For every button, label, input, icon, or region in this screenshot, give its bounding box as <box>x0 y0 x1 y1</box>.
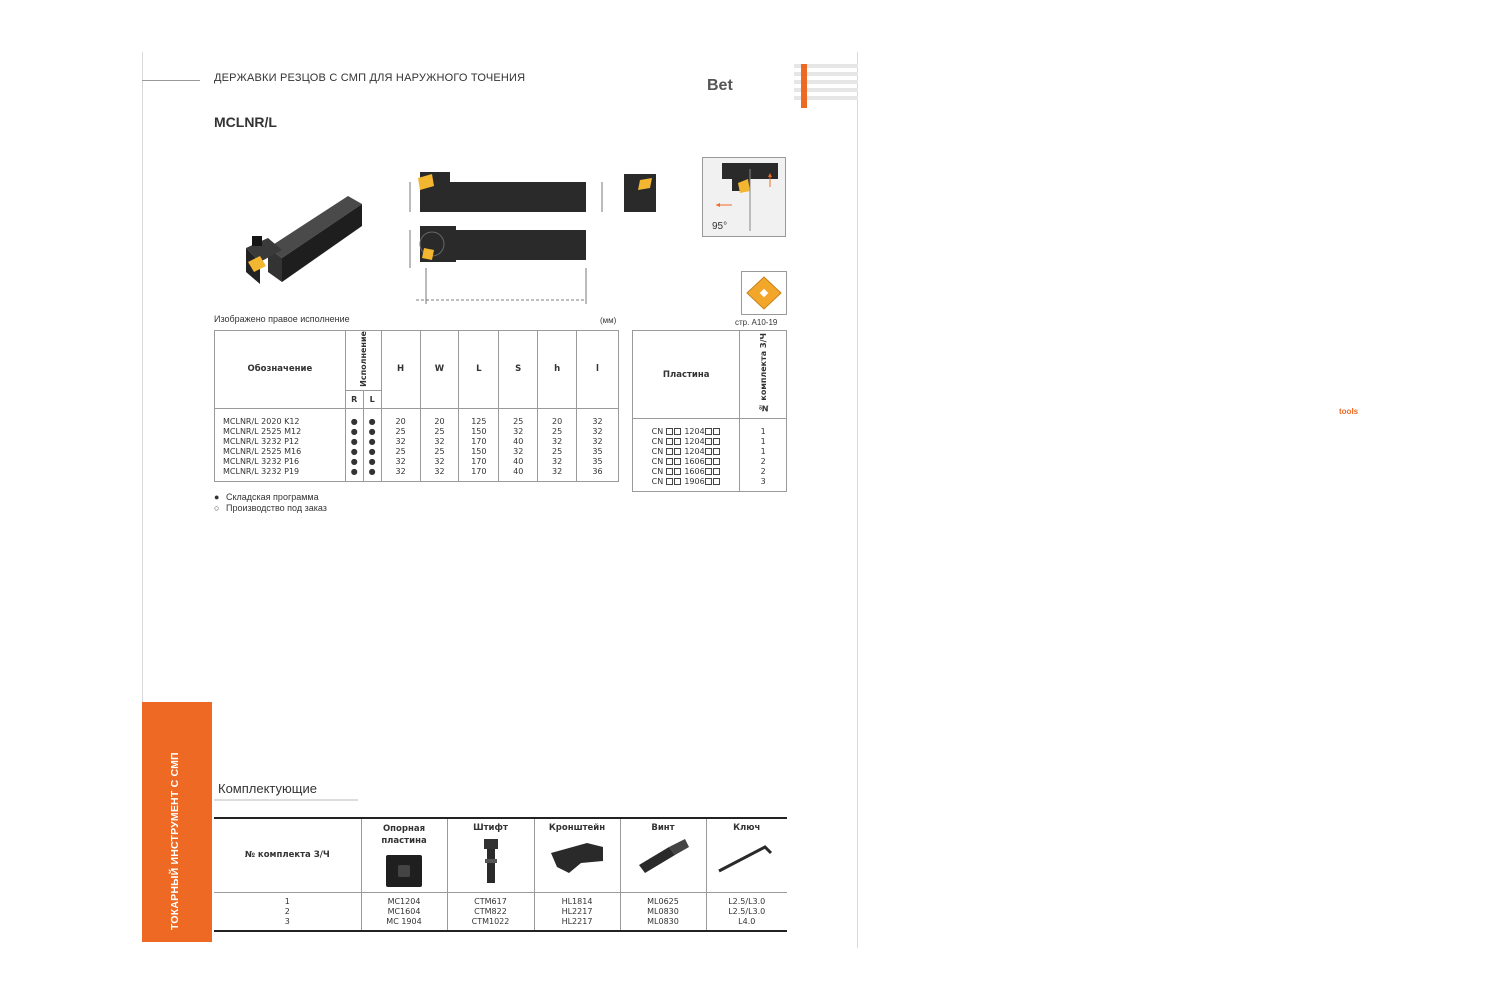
cell-L: 170 <box>459 437 499 447</box>
cell-l: ● <box>363 408 381 427</box>
legend-item-stock: ● Складская программа <box>214 492 319 502</box>
cell-l_small: 32 <box>577 408 619 427</box>
table-row <box>215 467 619 482</box>
cell-r: ● <box>345 447 363 457</box>
cell-name: MCLNR/L 3232 P12 <box>215 437 346 447</box>
cell-l_small: 32 <box>577 427 619 437</box>
acc-col-pin: Штифт <box>447 818 534 892</box>
legend-item-order: ○ Производство под заказ <box>214 503 327 513</box>
cell-key: L2.5/L3.0 <box>706 892 787 907</box>
table-row <box>633 467 787 477</box>
tool-end-view <box>620 170 660 214</box>
logo-text-tools: tools <box>1339 407 1359 416</box>
cell-insert: CN 1204 <box>633 437 740 447</box>
cell-H: 25 <box>381 447 420 457</box>
acc-col-bracket: Кронштейн <box>534 818 620 892</box>
cell-l_small: 36 <box>577 467 619 482</box>
cell-h: 20 <box>538 408 577 427</box>
logo-text-bet: Bet <box>707 77 733 94</box>
cell-h: 25 <box>538 447 577 457</box>
cell-l_small: 32 <box>577 437 619 447</box>
table-row <box>215 447 619 457</box>
col-insert: Пластина <box>633 331 740 419</box>
cell-H: 32 <box>381 437 420 447</box>
cell-name: MCLNR/L 2525 M16 <box>215 447 346 457</box>
cell-kit: 1 <box>740 447 787 457</box>
cell-bracket: HL2217 <box>534 907 620 917</box>
cell-kit: 3 <box>740 477 787 492</box>
cell-l: ● <box>363 447 381 457</box>
col-S: S <box>499 331 538 409</box>
table-row <box>633 447 787 457</box>
cell-name: MCLNR/L 3232 P16 <box>215 457 346 467</box>
page-frame-left <box>142 52 143 702</box>
cell-insert: CN 1606 <box>633 467 740 477</box>
tool-holder-drawing <box>398 158 613 310</box>
cell-insert: CN 1606 <box>633 457 740 467</box>
cell-W: 32 <box>420 437 459 447</box>
col-W: W <box>420 331 459 409</box>
caption-right-version: Изображено правое исполнение <box>214 314 350 324</box>
header-rule <box>142 80 200 81</box>
cell-kit: 2 <box>214 907 361 917</box>
cell-plate: MC1604 <box>361 907 447 917</box>
cell-S: 32 <box>499 447 538 457</box>
cell-insert: CN 1204 <box>633 419 740 438</box>
insert-shape-icon <box>741 271 787 315</box>
cell-S: 40 <box>499 437 538 447</box>
cell-L: 170 <box>459 467 499 482</box>
col-H: H <box>381 331 420 409</box>
table-row <box>215 457 619 467</box>
section-side-tab <box>142 702 212 942</box>
accessories-table <box>214 817 787 932</box>
model-title: MCLNR/L <box>214 114 277 130</box>
col-l-version: L <box>363 390 381 408</box>
cell-L: 150 <box>459 447 499 457</box>
cell-r: ● <box>345 457 363 467</box>
table-row <box>633 437 787 447</box>
col-h: h <box>538 331 577 409</box>
cell-l: ● <box>363 457 381 467</box>
cell-l_small: 35 <box>577 447 619 457</box>
cell-bracket: HL2217 <box>534 917 620 931</box>
support-plate-icon <box>382 851 426 891</box>
cell-S: 32 <box>499 427 538 437</box>
table-row <box>215 437 619 447</box>
cell-key: L4.0 <box>706 917 787 931</box>
cell-W: 25 <box>420 427 459 437</box>
cell-bracket: HL1814 <box>534 892 620 907</box>
cell-r: ● <box>345 467 363 482</box>
cell-l: ● <box>363 427 381 437</box>
accessories-title-rule <box>214 799 358 801</box>
insert-table <box>632 330 787 492</box>
cell-insert: CN 1906 <box>633 477 740 492</box>
col-version: Исполнение <box>345 331 381 391</box>
bracket-icon <box>547 837 607 877</box>
angle-label: 95° <box>712 221 728 232</box>
page-header-title: ДЕРЖАВКИ РЕЗЦОВ С СМП ДЛЯ НАРУЖНОГО ТОЧЕНИЯ <box>214 72 526 84</box>
cell-key: L2.5/L3.0 <box>706 907 787 917</box>
cell-S: 40 <box>499 457 538 467</box>
cell-kit: 3 <box>214 917 361 931</box>
cell-W: 25 <box>420 447 459 457</box>
cell-name: MCLNR/L 2525 M12 <box>215 427 346 437</box>
cell-l: ● <box>363 467 381 482</box>
cell-h: 32 <box>538 457 577 467</box>
cell-kit: 1 <box>740 419 787 438</box>
col-kit: № комплекта З/Ч <box>740 331 787 419</box>
col-designation: Обозначение <box>215 331 346 409</box>
cell-W: 32 <box>420 467 459 482</box>
table-row <box>633 419 787 438</box>
page-frame-right <box>857 52 858 948</box>
cell-kit: 1 <box>740 437 787 447</box>
cell-h: 25 <box>538 427 577 437</box>
cell-r: ● <box>345 408 363 427</box>
cell-kit: 2 <box>740 457 787 467</box>
cell-screw: ML0830 <box>620 907 706 917</box>
cell-L: 125 <box>459 408 499 427</box>
acc-col-kit: № комплекта З/Ч <box>214 818 361 892</box>
cell-name: MCLNR/L 3232 P19 <box>215 467 346 482</box>
acc-col-screw: Винт <box>620 818 706 892</box>
table-row <box>633 457 787 467</box>
cell-l_small: 35 <box>577 457 619 467</box>
acc-col-key: Ключ <box>706 818 787 892</box>
cell-r: ● <box>345 437 363 447</box>
cell-L: 170 <box>459 457 499 467</box>
logo-accent-bar <box>801 64 807 108</box>
side-tab-label: ТОКАРНЫЙ ИНСТРУМЕНТ С СМП <box>169 752 181 930</box>
cell-pin: CTM617 <box>447 892 534 907</box>
cell-H: 20 <box>381 408 420 427</box>
cell-pin: CTM1022 <box>447 917 534 931</box>
table-row <box>214 917 787 931</box>
table-row <box>633 477 787 492</box>
cell-L: 150 <box>459 427 499 437</box>
screw-icon <box>635 837 691 877</box>
cutting-angle-diagram <box>702 157 786 237</box>
cell-kit: 2 <box>740 467 787 477</box>
pin-icon <box>476 837 506 885</box>
table-row <box>214 892 787 907</box>
dimensions-table <box>214 330 619 482</box>
cell-S: 25 <box>499 408 538 427</box>
col-l: l <box>577 331 619 409</box>
page-reference: стр. A10-19 <box>735 318 778 327</box>
cell-name: MCLNR/L 2020 K12 <box>215 408 346 427</box>
cell-plate: MC 1904 <box>361 917 447 931</box>
acc-col-plate: Опорная пластина <box>361 818 447 892</box>
cell-H: 32 <box>381 467 420 482</box>
cell-r: ● <box>345 427 363 437</box>
cell-kit: 1 <box>214 892 361 907</box>
accessories-title: Комплектующие <box>218 781 317 796</box>
col-L: L <box>459 331 499 409</box>
tool-holder-3d-image <box>238 188 368 298</box>
cell-H: 32 <box>381 457 420 467</box>
table-row <box>215 427 619 437</box>
col-r: R <box>345 390 363 408</box>
cell-S: 40 <box>499 467 538 482</box>
table-row <box>215 408 619 427</box>
cell-l: ● <box>363 437 381 447</box>
cell-pin: CTM822 <box>447 907 534 917</box>
unit-label: (мм) <box>600 316 617 325</box>
cell-W: 20 <box>420 408 459 427</box>
cell-screw: ML0625 <box>620 892 706 907</box>
table-row <box>214 907 787 917</box>
cell-plate: MC1204 <box>361 892 447 907</box>
legend <box>214 492 327 514</box>
cell-insert: CN 1204 <box>633 447 740 457</box>
cell-h: 32 <box>538 467 577 482</box>
cell-h: 32 <box>538 437 577 447</box>
cell-W: 32 <box>420 457 459 467</box>
hex-key-icon <box>715 837 779 877</box>
cell-H: 25 <box>381 427 420 437</box>
cell-screw: ML0830 <box>620 917 706 931</box>
